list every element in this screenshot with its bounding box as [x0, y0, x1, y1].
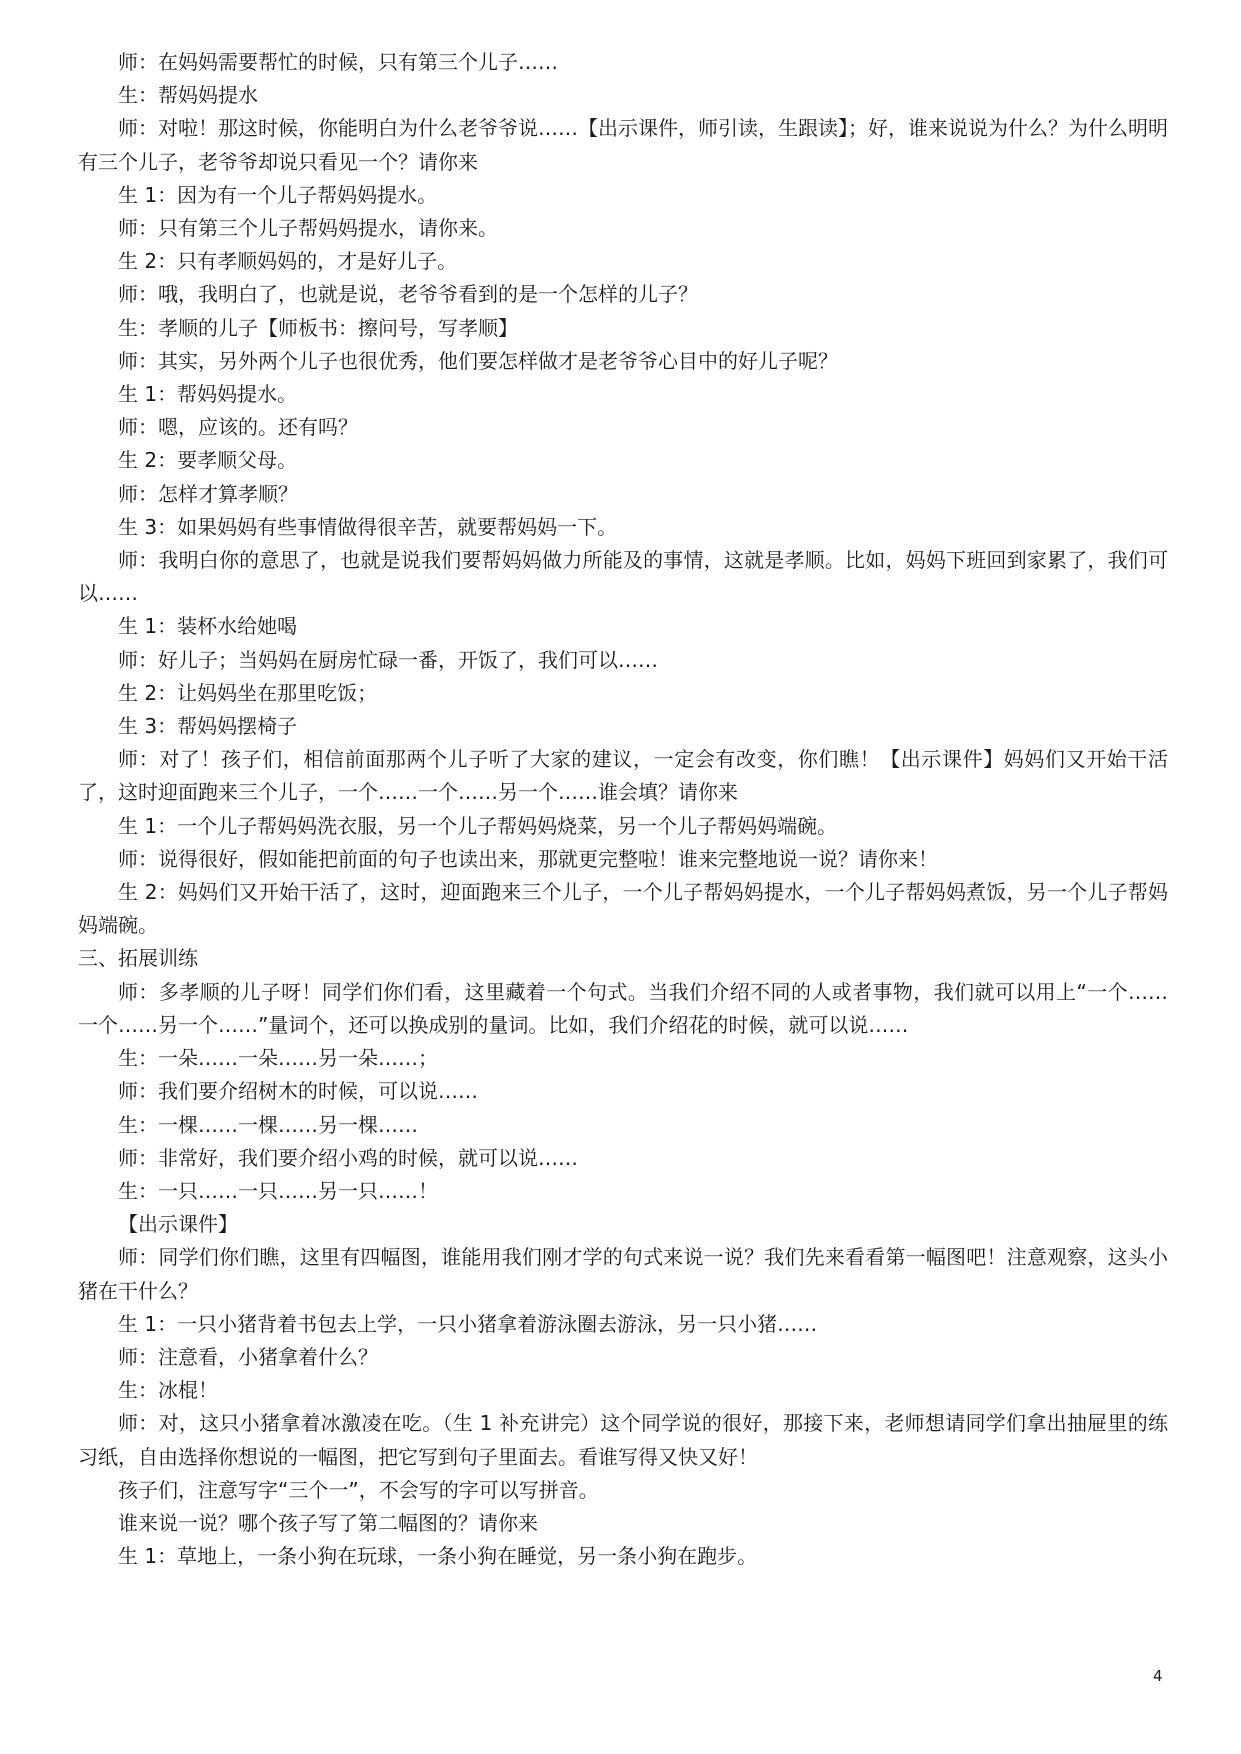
- dialogue-line: 师：对啦！那这时候，你能明白为什么老爷爷说……【出示课件，师引读，生跟读】；好，谁来说说为什么？为什么明明有三个儿子，老爷爷却说只看见一个？请你来: [78, 116, 1168, 174]
- dialogue-line: 生：一朵……一朵……另一朵……；: [118, 1046, 438, 1071]
- dialogue-line: 师：好儿子；当妈妈在厨房忙碌一番，开饭了，我们可以……: [118, 647, 658, 672]
- dialogue-line: 孩子们，注意写字“三个一”，不会写的字可以写拼音。: [118, 1477, 599, 1502]
- dialogue-line: 师：非常好，我们要介绍小鸡的时候，就可以说……: [118, 1145, 578, 1170]
- dialogue-line: 师：怎样才算孝顺？: [118, 481, 298, 506]
- dialogue-line: 谁来说一说？哪个孩子写了第二幅图的？请你来: [118, 1510, 538, 1535]
- dialogue-line: 生 1：一只小猪背着书包去上学，一只小猪拿着游泳圈去游泳，另一只小猪……: [118, 1311, 818, 1336]
- dialogue-line: 师：说得很好，假如能把前面的句子也读出来，那就更完整啦！谁来完整地说一说？请你来！: [118, 846, 938, 871]
- dialogue-line: 生 3：如果妈妈有些事情做得很辛苦，就要帮妈妈一下。: [118, 514, 618, 539]
- dialogue-line: 师：在妈妈需要帮忙的时候，只有第三个儿子……: [118, 50, 558, 74]
- page-number: 4: [1153, 1667, 1163, 1685]
- dialogue-line: 生：一只……一只……另一只……！: [118, 1178, 438, 1203]
- dialogue-line: 生 2：妈妈们又开始干活了，这时，迎面跑来三个儿子，一个儿子帮妈妈提水，一个儿子帮妈妈煮饭，另一个儿子帮妈妈端碗。: [78, 880, 1168, 938]
- dialogue-line: 生：帮妈妈提水: [118, 83, 258, 108]
- dialogue-line: 生 3：帮妈妈摆椅子: [118, 714, 298, 739]
- dialogue-line: 生：一棵……一棵……另一棵……: [118, 1112, 418, 1137]
- dialogue-line: 师：我们要介绍树木的时候，可以说……: [118, 1079, 478, 1104]
- stage-note: 【出示课件】: [118, 1212, 238, 1237]
- dialogue-line: 师：其实，另外两个儿子也很优秀，他们要怎样做才是老爷爷心目中的好儿子呢？: [118, 348, 838, 373]
- dialogue-line: 师：哦，我明白了，也就是说，老爷爷看到的是一个怎样的儿子？: [118, 282, 698, 307]
- dialogue-line: 生 1：装杯水给她喝: [118, 614, 298, 639]
- dialogue-line: 生 1：因为有一个儿子帮妈妈提水。: [118, 182, 438, 207]
- dialogue-line: 生：孝顺的儿子【师板书：擦问号，写孝顺】: [118, 315, 518, 340]
- dialogue-line: 生 1：一个儿子帮妈妈洗衣服，另一个儿子帮妈妈烧菜，另一个儿子帮妈妈端碗。: [118, 813, 838, 838]
- dialogue-line: 师：嗯，应该的。还有吗？: [118, 415, 358, 440]
- section-heading: 三、拓展训练: [78, 946, 198, 971]
- dialogue-line: 师：同学们你们瞧，这里有四幅图，谁能用我们刚才学的句式来说一说？我们先来看看第一幅图吧！注意观察，这头小猪在干什么？: [78, 1245, 1168, 1303]
- dialogue-line: 生 2：只有孝顺妈妈的，才是好儿子。: [118, 249, 458, 274]
- dialogue-line: 师：只有第三个儿子帮妈妈提水，请你来。: [118, 216, 498, 241]
- dialogue-line: 生 2：让妈妈坐在那里吃饭；: [118, 680, 378, 705]
- dialogue-line: 生：冰棍！: [118, 1378, 218, 1403]
- dialogue-line: 生 1：草地上，一条小狗在玩球，一条小狗在睡觉，另一条小狗在跑步。: [118, 1544, 758, 1569]
- dialogue-line: 师：我明白你的意思了，也就是说我们要帮妈妈做力所能及的事情，这就是孝顺。比如，妈妈下班回到家累了，我们可以……: [78, 548, 1168, 606]
- dialogue-line: 师：对，这只小猪拿着冰激凌在吃。（生 1 补充讲完）这个同学说的很好，那接下来，老师想请同学们拿出抽屉里的练习纸，自由选择你想说的一幅图，把它写到句子里面去。看谁写得又快又好！: [78, 1411, 1168, 1469]
- lesson-transcript: [78, 46, 1168, 1573]
- dialogue-line: 生 1：帮妈妈提水。: [118, 382, 298, 407]
- dialogue-line: 生 2：要孝顺父母。: [118, 448, 298, 473]
- dialogue-line: 师：多孝顺的儿子呀！同学们你们看，这里藏着一个句式。当我们介绍不同的人或者事物，我们就可以用上“一个……一个……另一个……”量词个，还可以换成别的量词。比如，我们介绍花的时候，就可以说……: [78, 979, 1168, 1037]
- dialogue-line: 师：对了！孩子们，相信前面那两个儿子听了大家的建议，一定会有改变，你们瞧！【出示课件】妈妈们又开始干活了，这时迎面跑来三个儿子，一个……一个……另一个……谁会填？请你来: [78, 747, 1168, 805]
- dialogue-line: 师：注意看，小猪拿着什么？: [118, 1344, 378, 1369]
